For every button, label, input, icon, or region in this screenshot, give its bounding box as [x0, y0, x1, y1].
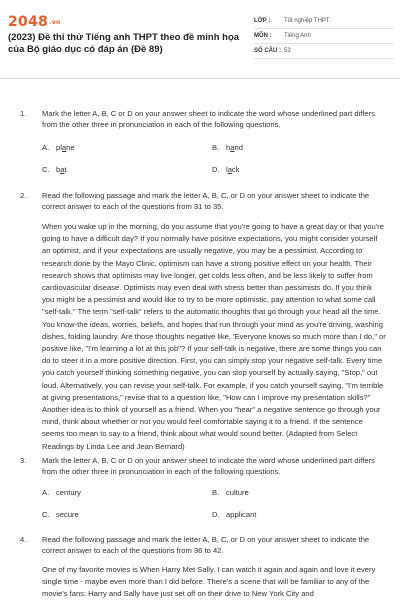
- meta-key: LỚP :: [254, 18, 271, 24]
- word-part: nd: [234, 143, 243, 152]
- word-part: l: [226, 165, 228, 174]
- meta-key: SỐ CÂU :: [254, 48, 281, 54]
- word-part: ck: [231, 165, 240, 174]
- site-logo[interactable]: [8, 14, 61, 30]
- question-text: Read the following passage and mark the letter A, B, C, or D on your answer sheet to indicate the correct answer to each of the questions from 36 to 42.: [42, 535, 370, 555]
- logo-text: 2048: [8, 14, 49, 30]
- reading-passage-2: One of my favorite movies is When Harry Met Sally. I can watch it again and again and love it every single time - maybe even more than I did before. There's a scene that will be familiar to any of the movie's fans: Harry and Sally have just set off on their drive to New York City and: [42, 565, 376, 599]
- word-part: ne: [66, 143, 75, 152]
- header-divider: [0, 78, 400, 79]
- question-number: 2.: [20, 191, 27, 200]
- question-2: [22, 190, 384, 212]
- option-word: [56, 143, 75, 152]
- option-letter: D.: [212, 165, 220, 174]
- option-letter: D.: [212, 510, 220, 519]
- option-word: century: [56, 488, 81, 497]
- question-number: 3.: [20, 456, 27, 465]
- option-word: [56, 165, 67, 174]
- question-3: [22, 455, 384, 477]
- option-letter: B.: [212, 143, 220, 152]
- question-1: [22, 108, 384, 130]
- exam-title: (2023) Đề thi thử Tiếng anh THPT theo đề minh họa của Bộ giáo dục có đáp án (Đề 89): [8, 32, 240, 55]
- option-word: culture: [226, 488, 249, 497]
- question-text: Mark the letter A, B, C or D on your answer sheet to indicate the word whose underlined part differs from the other three in pronunciation in each of the following questions.: [42, 456, 375, 476]
- option-letter: C.: [42, 165, 50, 174]
- option-b[interactable]: [212, 143, 243, 152]
- option-b[interactable]: [212, 488, 249, 497]
- reading-passage-1: When you wake up in the morning, do you assume that you're going to have a great day or that you're going to have a difficult day? If you normally have positive expectations, you might consider yourself an optimist, and if your expectations are usually negative, you may be a pessimist. According to research done by the Mayo Clinic, optimism can have a strong positive effect on your health. Their research shows that optimists may live longer, get colds less often, and be less likely to suffer from cardiovascular disease. Optimists may even deal with stress better than pessimists do. If you think you might be a pessimist and would like to try to be more optimistic, pay attention to what some call "self-talk." The term "self-talk" refers to the automatic thoughts that go through your head all the time. You know-the ideas, worries, beliefs, and hopes that run through your mind as you're driving, washing dishes, folding laundry. Are those thoughts negative like, 'Everyone knows so much more than I do," or positive like, "I'm learning a lot at this job"? If your self-talk is negative, there are some things you can do to steer it in a more positive direction. First, you can simply stop your negative self-talk. Every time you catch yourself thinking something negative, you can stop yourself by actually saying, "Stop," out loud. Alternatively, you can revise your self-talk. For example, if you catch yourself saying, "I'm terrible at giving presentations," revise that to a question like, "How can I improve my presentation skills?" Another idea is to think of yourself as a friend. When you "hear" a negative sentence go through your mind, think about whether or not you would feel comfortable saying it to a friend. If the sentence seems too mean to say to a friend, think about what would sound better. (Adapted from Select Readings by Linda Lee and Jean Bernard): [42, 222, 386, 451]
- underlined-part: a: [60, 165, 65, 174]
- meta-row-class: [254, 14, 394, 29]
- underlined-part: a: [61, 143, 67, 152]
- option-letter: A.: [42, 143, 50, 152]
- option-d[interactable]: [212, 165, 240, 174]
- underlined-part: a: [230, 143, 235, 152]
- logo-tld: .vn: [49, 19, 61, 26]
- question-number: 1.: [20, 109, 27, 118]
- option-a[interactable]: [42, 143, 75, 152]
- question-text: Mark the letter A, B, C or D on your answer sheet to indicate the word whose underlined part differs from the other three in pronunciation in each of the following questions.: [42, 109, 375, 129]
- question-4: [22, 534, 384, 556]
- meta-key: MÔN :: [254, 33, 272, 39]
- meta-value: Tiếng Anh: [284, 33, 311, 39]
- underlined-part: a: [227, 165, 232, 174]
- option-letter: B.: [212, 488, 220, 497]
- meta-value: 53: [284, 48, 291, 54]
- option-c[interactable]: [42, 165, 67, 174]
- option-word: [226, 143, 243, 152]
- word-part: pl: [56, 143, 62, 152]
- option-word: [226, 165, 240, 174]
- document-header: [0, 0, 400, 72]
- option-word: applicant: [226, 510, 257, 519]
- option-d[interactable]: [212, 510, 256, 519]
- word-part: b: [56, 165, 61, 174]
- question-number: 4.: [20, 535, 27, 544]
- option-letter: C.: [42, 510, 50, 519]
- option-a[interactable]: [42, 488, 81, 497]
- word-part: t: [64, 165, 67, 174]
- option-letter: A.: [42, 488, 50, 497]
- option-c[interactable]: [42, 510, 79, 519]
- question-text: Read the following passage and mark the letter A, B, C, or D on your answer sheet to indicate the correct answer to each of the questions from 31 to 35.: [42, 191, 370, 211]
- meta-row-count: [254, 44, 394, 59]
- word-part: h: [226, 143, 231, 152]
- meta-value: Tốt nghiệp THPT: [284, 18, 330, 24]
- meta-row-subject: [254, 29, 394, 44]
- option-word: secure: [56, 510, 79, 519]
